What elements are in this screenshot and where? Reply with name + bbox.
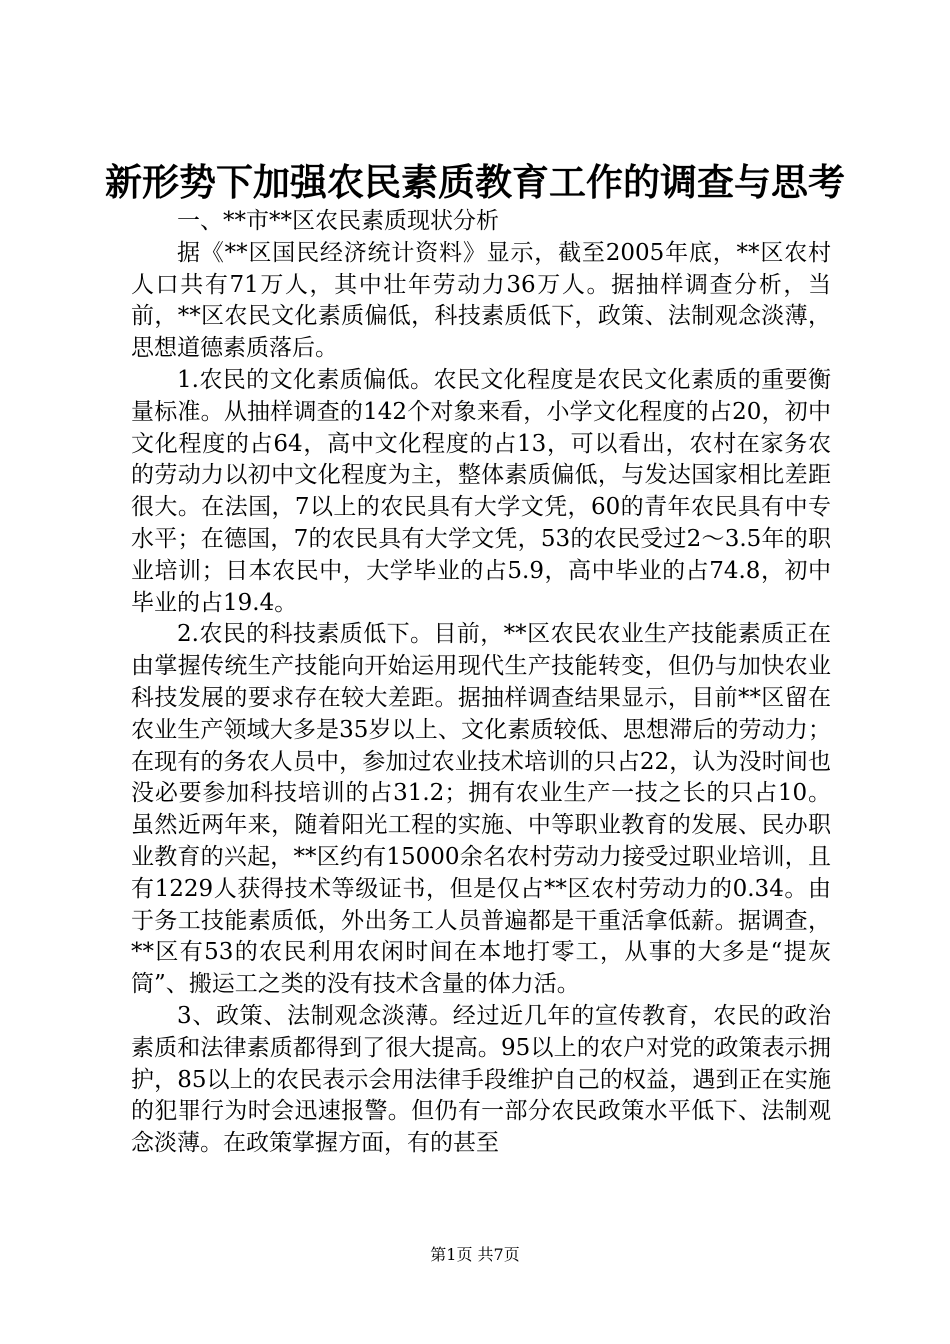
paragraph-policy-law: 3、政策、法制观念淡薄。经过近几年的宣传教育，农民的政治素质和法律素质都得到了很大提高。95以上的农户对党的政策表示拥护，85以上的农民表示会用法律手段维护自己的权益，遇到正在实施的犯罪行为时会迅速报警。但仍有一部分农民政策水平低下、法制观念淡薄。在政策掌握方面，有的甚至 [131, 1002, 831, 1157]
document-title: 新形势下加强农民素质教育工作的调查与思考 [105, 160, 845, 204]
paragraph-culture: 1.农民的文化素质偏低。农民文化程度是农民文化素质的重要衡量标准。从抽样调查的142个对象来看，小学文化程度的占20，初中文化程度的占64，高中文化程度的占13，可以看出，农村在家务农的劳动力以初中文化程度为主，整体素质偏低，与发达国家相比差距很大。在法国，7以上的农民具有大学文凭，60的青年农民具有中专水平；在德国，7的农民具有大学文凭，53的农民受过2～3.5年的职业培训；日本农民中，大学毕业的占5.9，高中毕业的占74.8，初中毕业的占19.4。 [131, 366, 831, 616]
paragraph-intro: 据《**区国民经济统计资料》显示，截至2005年底，**区农村人口共有71万人，其中壮年劳动力36万人。据抽样调查分析，当前，**区农民文化素质偏低，科技素质低下，政策、法制观念淡薄，思想道德素质落后。 [131, 239, 831, 362]
paragraph-technology: 2.农民的科技素质低下。目前，**区农民农业生产技能素质正在由掌握传统生产技能向开始运用现代生产技能转变，但仍与加快农业科技发展的要求存在较大差距。据抽样调查结果显示，目前**区留在农业生产领域大多是35岁以上、文化素质较低、思想滞后的劳动力；在现有的务农人员中，参加过农业技术培训的只占22，认为没时间也没必要参加科技培训的占31.2；拥有农业生产一技之长的只占10。虽然近两年来，随着阳光工程的实施、中等职业教育的发展、民办职业教育的兴起，**区约有15000余名农村劳动力接受过职业培训，且有1229人获得技术等级证书，但是仅占**区农村劳动力的0.34。由于务工技能素质低，外出务工人员普遍都是干重活拿低薪。据调查，**区有53的农民利用农闲时间在本地打零工，从事的大多是“提灰筒”、搬运工之类的没有技术含量的体力活。 [131, 621, 831, 998]
document-body [131, 206, 831, 1160]
page-footer: 第1页 共7页 [430, 1245, 520, 1264]
section-heading: 一、**市**区农民素质现状分析 [177, 208, 499, 234]
